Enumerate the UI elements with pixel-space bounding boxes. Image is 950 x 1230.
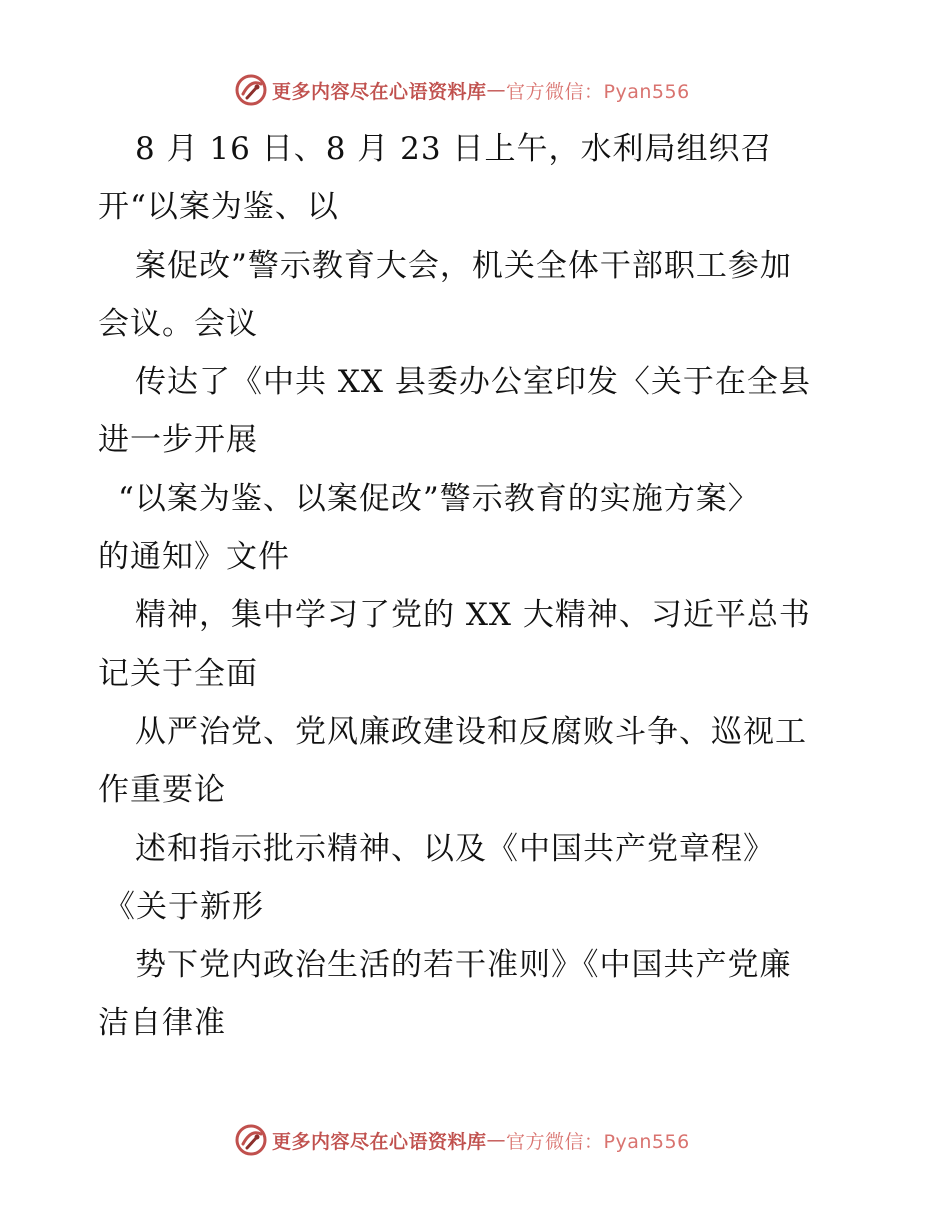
text-line: 势下党内政治生活的若干准则》《中国共产党廉 [135, 947, 792, 984]
watermark-contact: 官方微信：Pyan556 [506, 1130, 690, 1153]
text-line: 案促改”警示教育大会，机关全体干部职工参加 [135, 247, 792, 284]
watermark-contact: 官方微信：Pyan556 [506, 80, 690, 103]
text-line: 述和指示批示精神、以及《中国共产党章程》 [135, 830, 775, 867]
document-body [98, 120, 858, 1053]
text-line: 从严治党、党风廉政建设和反腐败斗争、巡视工 [135, 713, 807, 750]
text-line: 进一步开展 [98, 422, 258, 459]
text-line: 记关于全面 [98, 655, 258, 692]
text-line: 8 月 16 日、8 月 23 日上午，水利局组织召 [135, 131, 773, 167]
text-line: 洁自律准 [98, 1005, 226, 1042]
watermark-dash: — [486, 79, 507, 101]
text-line: 的通知》文件 [98, 539, 290, 576]
text-line: 传达了《中共 XX 县委办公室印发〈关于在全县 [135, 364, 811, 401]
text-line: 《关于新形 [104, 888, 264, 925]
text-line: 开“以案为鉴、以 [98, 189, 339, 226]
text-line: 精神，集中学习了党的 XX 大精神、习近平总书 [135, 597, 811, 634]
logo-emblem-icon [234, 1123, 268, 1157]
watermark-site-name: 更多内容尽在心语资料库 [272, 1130, 487, 1153]
text-line: 作重要论 [98, 772, 226, 809]
logo-emblem-icon [234, 73, 268, 107]
footer-watermark [234, 1120, 754, 1160]
watermark-dash: — [486, 1129, 507, 1151]
watermark-site-name: 更多内容尽在心语资料库 [272, 80, 487, 103]
header-watermark [234, 70, 754, 110]
text-line: “以案为鉴、以案促改”警示教育的实施方案〉 [118, 480, 760, 517]
text-line: 会议。会议 [98, 305, 258, 342]
